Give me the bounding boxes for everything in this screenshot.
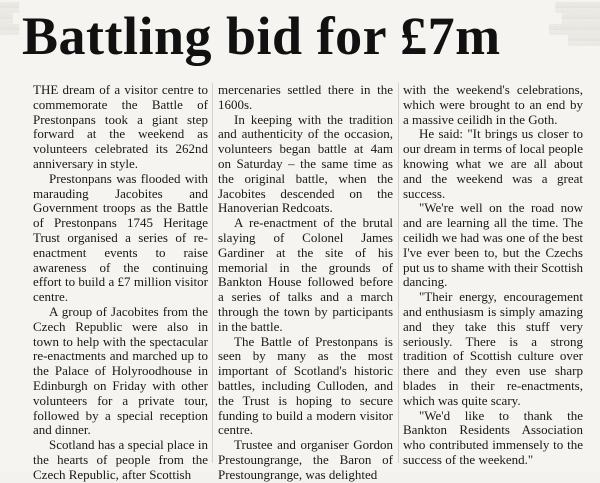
paragraph: In keeping with the tradition and authenticity of the occasion, volunteers began battle at 4am on Saturday – the same time as the original battle, when the Jacobites descended on the Hanoverian Redcoats. <box>218 111 393 216</box>
paragraph: He said: "It brings us closer to our dream in terms of local people knowing what we are all about and the weekend was a great success. <box>403 126 583 201</box>
paragraph: "We'd like to thank the Bankton Residents Association who contributed immensely to the success of the weekend." <box>403 407 583 467</box>
paragraph: "Their energy, encouragement and enthusiasm is simply amazing and they take this stuff very seriously. There is a strong tradition of Scottish culture over there and they even use sharp blades in their re-enactments, which was quite scary. <box>403 289 583 408</box>
article-column-3 <box>403 82 583 467</box>
column-divider <box>398 83 399 463</box>
paragraph: "We're well on the road now and are learning all the time. The ceilidh we had was one of the best I've ever been to, but the Czechs put us to shame with their Scottish dancing. <box>403 200 583 290</box>
paragraph: mercenaries settled there in the 1600s. <box>218 82 393 112</box>
article-column-2 <box>218 82 393 482</box>
article-body <box>0 82 600 482</box>
paragraph: Scotland has a special place in the hearts of people from the Czech Republic, after Scottish <box>33 437 208 482</box>
article-column-1 <box>33 82 208 482</box>
paragraph: Prestonpans was flooded with marauding Jacobites and Government troops as the Battle of Prestonpans 1745 Heritage Trust organised a series of re-enactment events to raise awareness of the continuing effort to build a £7 million visitor centre. <box>33 170 208 305</box>
column-divider <box>212 83 213 463</box>
paragraph: Trustee and organiser Gordon Prestoungrange, the Baron of Prestoungrange, was delighted <box>218 437 393 482</box>
paragraph: THE dream of a visitor centre to commemorate the Battle of Prestonpans took a giant step forward at the weekend as volunteers celebrated its 262nd anniversary in style. <box>33 82 208 171</box>
paragraph: with the weekend's celebrations, which were brought to an end by a massive ceilidh in the Goth. <box>403 82 583 127</box>
bleed-through-text-left: ▒▒▒ ▒▒ ▒▒▒ <box>0 2 20 34</box>
headline: Battling bid for £7m <box>22 6 501 66</box>
paragraph: The Battle of Prestonpans is seen by many as the most important of Scotland's historic battles, including Culloden, and the Trust is hoping to secure funding to build a modern visitor centre. <box>218 333 393 438</box>
bleed-through-text-right: ▒▒▒▒▒▒▒ ▒▒▒▒▒▒ ▒▒▒▒▒▒▒▒ ▒▒▒▒▒ <box>548 2 600 45</box>
paragraph: A group of Jacobites from the Czech Republic were also in town to help with the spectacular re-enactments and marched up to the Palace of Holyroodhouse in Edinburgh on Friday with other volunteers for a private tour, followed by a special reception and dinner. <box>33 303 208 438</box>
paragraph: A re-enactment of the brutal slaying of Colonel James Gardiner at the site of his memorial in the grounds of Bankton House followed before a series of talks and a march through the town by participants in the battle. <box>218 215 393 334</box>
